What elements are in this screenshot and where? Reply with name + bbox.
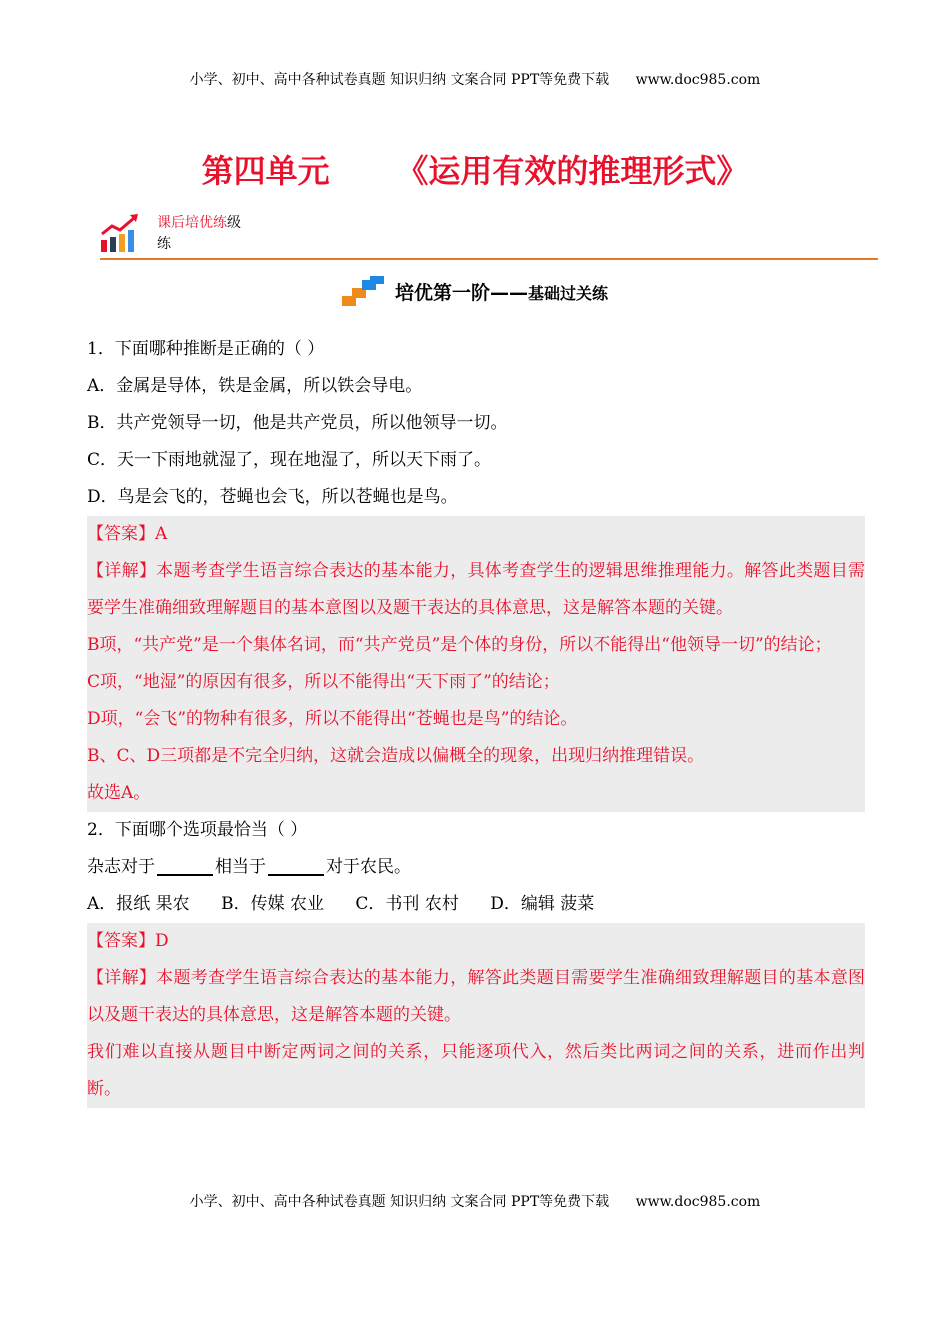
q2-option-a: A．报纸 果农 (87, 894, 190, 914)
q1-stem: 1．下面哪种推断是正确的（ ） (87, 339, 325, 359)
page-header (0, 69, 950, 89)
q2-options (87, 886, 865, 923)
page-title: 第四单元 《运用有效的推理形式》 (201, 152, 749, 190)
subhead-line2: 练 (157, 236, 171, 252)
q1-explain-d: D项，“会飞”的物种有很多，所以不能得出“苍蝇也是鸟”的结论。 (87, 709, 578, 729)
header-url[interactable]: www.doc985.com (635, 72, 761, 88)
q2-option-d: D．编辑 菠菜 (490, 894, 595, 914)
q2-answer-box (87, 923, 865, 1108)
growth-chart-icon (100, 212, 144, 254)
steps-icon (342, 276, 384, 306)
q1-answer-box (87, 516, 865, 812)
subhead-red: 课后培优练 (157, 215, 227, 231)
blank-2 (268, 854, 324, 876)
footer-url[interactable]: www.doc985.com (635, 1194, 761, 1210)
divider (100, 258, 878, 260)
q2-sentence (87, 849, 865, 886)
q2-sentence-part1: 杂志对于 (87, 857, 155, 877)
q2-option-b: B．传媒 农业 (221, 894, 324, 914)
q1-option-a: A．金属是导体，铁是金属，所以铁会导电。 (87, 376, 423, 396)
footer-text: 小学、初中、高中各种试卷真题 知识归纳 文案合同 PPT等免费下载 (189, 1194, 610, 1210)
q1-explain-b: B项，“共产党”是一个集体名词，而“共产党员”是个体的身份，所以不能得出“他领导一切”的结论； (87, 635, 832, 655)
q1-option-b: B．共产党领导一切，他是共产党员，所以他领导一切。 (87, 413, 508, 433)
q2-sentence-part2: 相当于 (215, 857, 266, 877)
stage-main: 培优第一阶—— (395, 281, 529, 304)
q2-explain: 【详解】本题考查学生语言综合表达的基本能力，解答此类题目需要学生准确细致理解题目的基本意图以及题干表达的具体意思，这是解答本题的关键。 (87, 968, 865, 1025)
section-subhead (157, 213, 241, 255)
header-text: 小学、初中、高中各种试卷真题 知识归纳 文案合同 PPT等免费下载 (189, 72, 610, 88)
page-footer (0, 1191, 950, 1211)
q2-option-c: C．书刊 农村 (355, 894, 459, 914)
q1-option-c: C．天一下雨地就湿了，现在地湿了，所以天下雨了。 (87, 450, 492, 470)
q1-answer: 【答案】A (87, 524, 168, 544)
stage-small: 基础过关练 (528, 283, 609, 303)
q2-sentence-part3: 对于农民。 (326, 857, 411, 877)
q2-method: 我们难以直接从题目中断定两词之间的关系，只能逐项代入，然后类比两词之间的关系，进而作出判断。 (87, 1042, 865, 1099)
stage-heading (0, 276, 950, 306)
q1-option-d: D．鸟是会飞的，苍蝇也会飞，所以苍蝇也是鸟。 (87, 487, 458, 507)
subhead-black: 级 (227, 215, 241, 231)
q1-explain-c: C项，“地湿”的原因有很多，所以不能得出“天下雨了”的结论； (87, 672, 560, 692)
q1-summary: B、C、D三项都是不完全归纳，这就会造成以偏概全的现象，出现归纳推理错误。 (87, 746, 705, 766)
q2-answer: 【答案】D (87, 931, 169, 951)
q1-explain: 【详解】本题考查学生语言综合表达的基本能力，具体考查学生的逻辑思维推理能力。解答此类题目需要学生准确细致理解题目的基本意图以及题干表达的具体意思，这是解答本题的关键。 (87, 561, 865, 618)
questions (87, 331, 865, 1108)
q1-choose: 故选A。 (87, 783, 151, 803)
q2-stem: 2．下面哪个选项最恰当（ ） (87, 820, 308, 840)
blank-1 (157, 854, 213, 876)
